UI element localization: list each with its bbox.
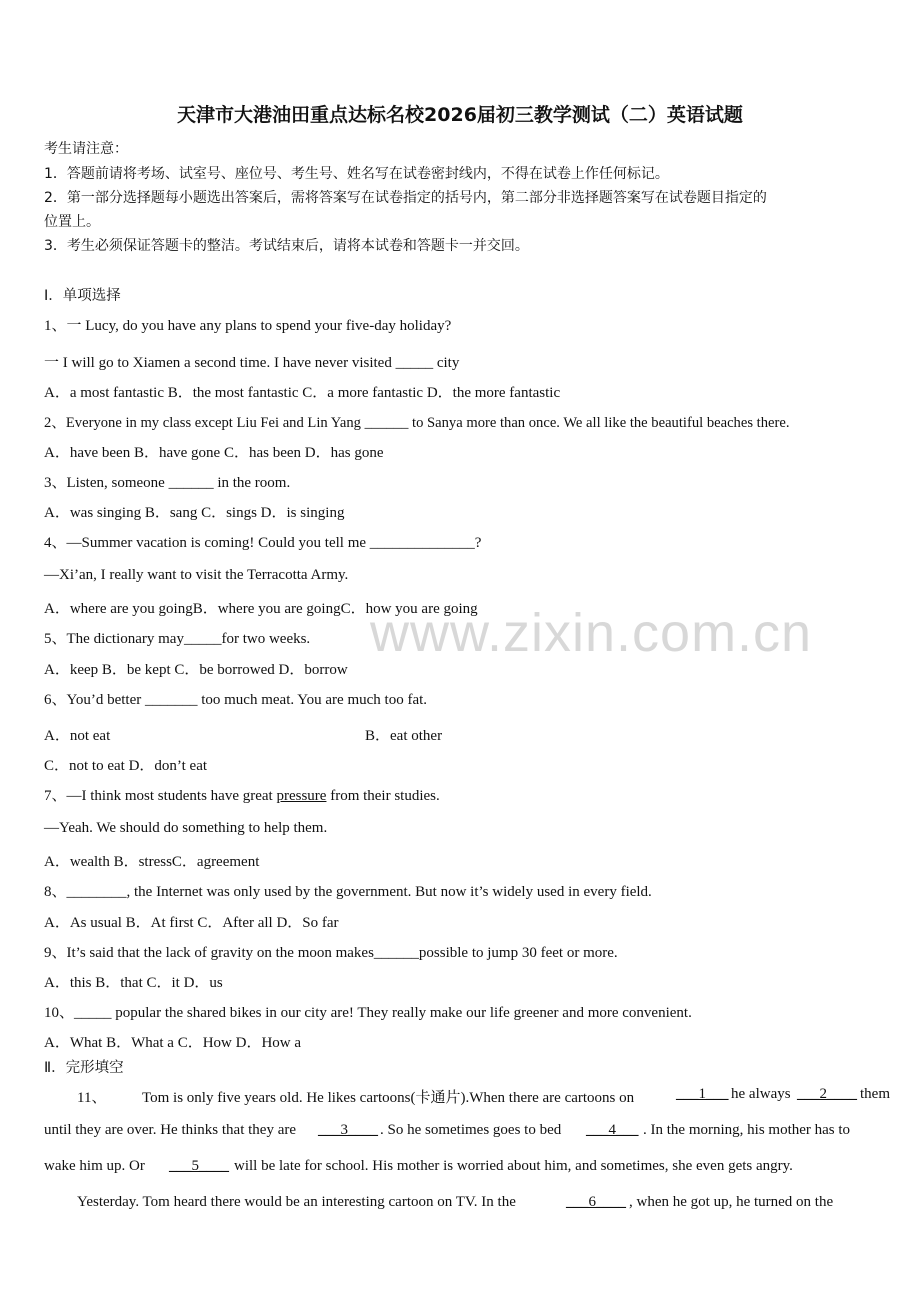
options-line: A．keep B．be kept C．be borrowed D．borrow <box>44 662 348 678</box>
section-heading-cloze: Ⅱ．完形填空 <box>44 1060 124 1076</box>
page-title: 天津市大港油田重点达标名校2026届初三教学测试（二）英语试题 <box>177 104 743 126</box>
options-line: A．was singing B．sang C．sings D．is singing <box>44 505 345 521</box>
question-text: from their studies. <box>326 788 440 804</box>
passage-text: Yesterday. Tom heard there would be an interesting cartoon on TV. In the <box>77 1194 516 1210</box>
notice-item: 1．答题前请将考场、试室号、座位号、考生号、姓名写在试卷密封线内，不得在试卷上作任何标记。 <box>44 166 669 182</box>
option-b: B．eat other <box>365 728 443 744</box>
passage-text: wake him up. Or <box>44 1158 145 1174</box>
options-line: A．As usual B．At first C．After all D．So far <box>44 915 339 931</box>
blank-6: ___6____ <box>566 1194 626 1210</box>
underlined-word: pressure <box>276 788 327 804</box>
options-line: C．not to eat D．don’t eat <box>44 758 208 774</box>
blank-4: ___4___ <box>586 1122 639 1138</box>
question-line: 2、Everyone in my class except Liu Fei and Lin Yang ______ to Sanya more than once. We all like the beautiful beaches there. <box>44 415 790 431</box>
blank-3: ___3____ <box>318 1122 378 1138</box>
question-line: 8、________, the Internet was only used by the government. But now it’s widely used in every field. <box>44 884 652 900</box>
blank-5: ___5____ <box>169 1158 229 1174</box>
question-line: 1、一 Lucy, do you have any plans to spend your five-day holiday? <box>44 318 452 334</box>
question-line: —Yeah. We should do something to help them. <box>44 820 328 836</box>
blank-2: ___2____ <box>797 1086 857 1102</box>
options-line: A．this B．that C．it D．us <box>44 975 223 991</box>
question-line: 5、The dictionary may_____for two weeks. <box>44 631 311 647</box>
notice-item: 位置上。 <box>44 214 100 230</box>
question-line: 4、—Summer vacation is coming! Could you tell me ______________? <box>44 535 482 551</box>
question-line: 一 I will go to Xiamen a second time. I have never visited _____ city <box>44 355 460 371</box>
question-line: 10、_____ popular the shared bikes in our city are! They really make our life greener and more convenient. <box>44 1005 692 1021</box>
options-line: A．wealth B．stressC．agreement <box>44 854 260 870</box>
notice-item: 2．第一部分选择题每小题选出答案后，需将答案写在试卷指定的括号内，第二部分非选择题答案写在试卷题目指定的 <box>44 190 767 206</box>
passage-text: . So he sometimes goes to bed <box>380 1122 562 1138</box>
passage-text: them <box>860 1086 890 1102</box>
notice-header: 考生请注意： <box>44 141 128 157</box>
passage-text: Tom is only five years old. He likes cartoons(卡通片).When there are cartoons on <box>142 1090 635 1106</box>
passage-text: will be late for school. His mother is worried about him, and sometimes, she even gets angry. <box>234 1158 793 1174</box>
option-a: A．not eat <box>44 728 111 744</box>
blank-1: ___1___ <box>676 1086 729 1102</box>
passage-text: until they are over. He thinks that they are <box>44 1122 297 1138</box>
notice-item: 3．考生必须保证答题卡的整洁。考试结束后，请将本试卷和答题卡一并交回。 <box>44 238 529 254</box>
options-line: A．a most fantastic B．the most fantastic C．a more fantastic D．the more fantastic <box>44 385 561 401</box>
question-number: 11、 <box>77 1090 107 1106</box>
passage-text: he always <box>731 1086 791 1102</box>
options-line: A．where are you goingB．where you are goingC．how you are going <box>44 601 478 617</box>
question-line <box>44 784 440 805</box>
passage-text: . In the morning, his mother has to <box>643 1122 851 1138</box>
question-line: 9、It’s said that the lack of gravity on the moon makes______possible to jump 30 feet or more. <box>44 945 618 961</box>
watermark: www.zixin.com.cn <box>370 603 813 663</box>
section-heading-single-choice: Ⅰ．单项选择 <box>44 288 121 304</box>
question-line: 6、You’d better _______ too much meat. You are much too fat. <box>44 692 428 708</box>
question-line: —Xi’an, I really want to visit the Terracotta Army. <box>44 567 349 583</box>
passage-text: , when he got up, he turned on the <box>629 1194 834 1210</box>
options-line: A．What B．What a C．How D．How a <box>44 1035 302 1051</box>
question-line: 3、Listen, someone ______ in the room. <box>44 475 291 491</box>
question-text: 7、—I think most students have great <box>44 788 277 804</box>
options-line: A．have been B．have gone C．has been D．has gone <box>44 445 384 461</box>
